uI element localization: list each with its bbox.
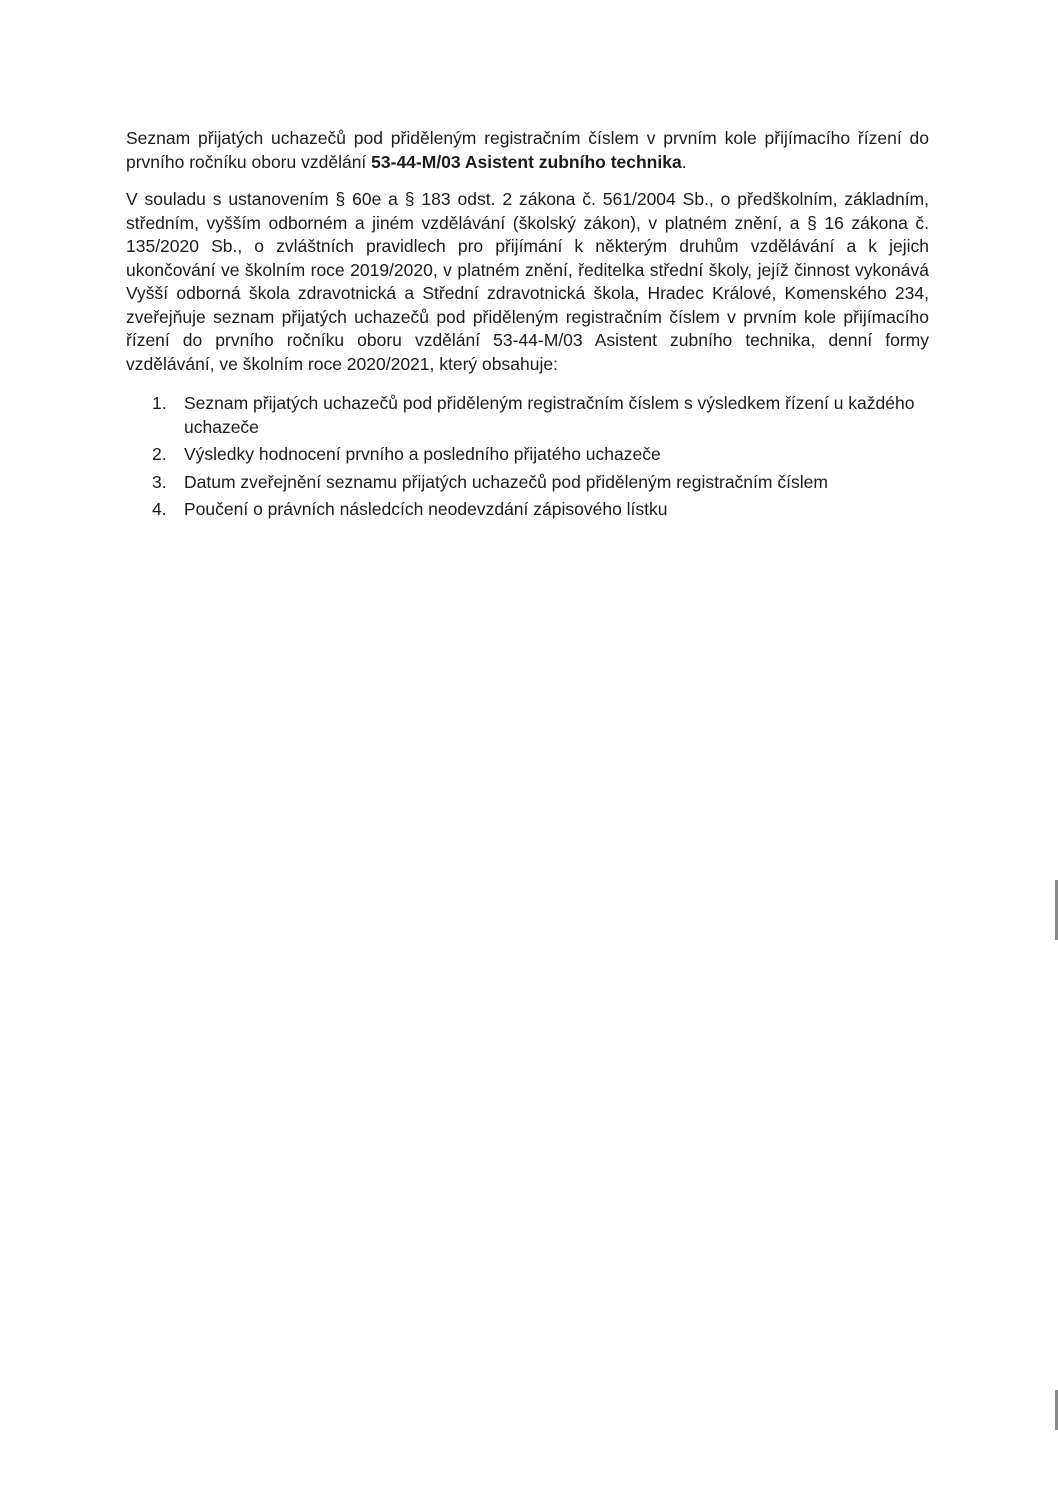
list-item-text: Výsledky hodnocení prvního a posledního přijatého uchazeče [184, 444, 661, 464]
list-item [126, 392, 929, 439]
document-content [126, 127, 929, 526]
list-item [126, 498, 929, 522]
list-item-text: Poučení o právních následcích neodevzdání zápisového lístku [184, 499, 668, 519]
list-item [126, 443, 929, 467]
body-paragraph: V souladu s ustanovením § 60e a § 183 odst. 2 zákona č. 561/2004 Sb., o předškolním, základním, středním, vyšším odborném a jiném vzdělávání (školský zákon), v platném znění, a § 16 zákona č. 135/2020 Sb., o zvláštních pravidlech pro přijímání k některým druhům vzdělávání a k jejich ukončování ve školním roce 2019/2020, v platném znění, ředitelka střední školy, jejíž činnost vykonává Vyšší odborná škola zdravotnická a Střední zdravotnická škola, Hradec Králové, Komenského 234, zveřejňuje seznam přijatých uchazečů pod přiděleným registračním číslem v prvním kole přijímacího řízení do prvního ročníku oboru vzdělání 53-44-M/03 Asistent zubního technika, denní formy vzdělávání, ve školním roce 2020/2021, který obsahuje: [126, 189, 929, 374]
intro-text: Seznam přijatých uchazečů pod přiděleným registračním číslem v prvním kole přijímacího řízení do prvního ročníku oboru vzdělání [126, 128, 929, 172]
intro-program-name: 53-44-M/03 Asistent zubního technika [371, 151, 682, 172]
list-item-number: 1. [152, 393, 167, 413]
list-item-number: 4. [152, 499, 167, 519]
list-item-number: 2. [152, 444, 167, 464]
list-item [126, 471, 929, 495]
intro-paragraph [126, 127, 929, 174]
list-item-text: Datum zveřejnění seznamu přijatých uchazečů pod přiděleným registračním číslem [184, 471, 828, 492]
list-item-text: Seznam přijatých uchazečů pod přiděleným registračním číslem s výsledkem řízení u každého uchazeče [184, 393, 915, 437]
contents-list [126, 392, 929, 522]
intro-period: . [681, 151, 687, 172]
list-item-number: 3. [152, 471, 167, 492]
